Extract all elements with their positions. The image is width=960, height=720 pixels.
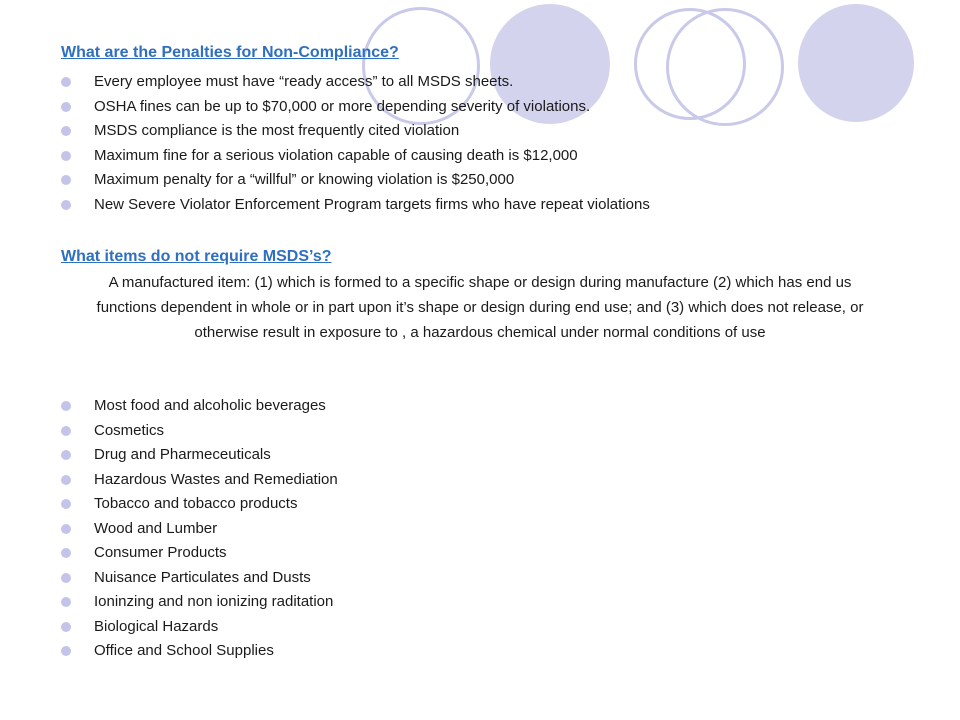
bullet-dot-icon	[61, 573, 71, 583]
decorative-circle-outline	[666, 8, 784, 126]
list-item	[58, 566, 338, 591]
bullet-dot-icon	[61, 597, 71, 607]
list-item	[58, 615, 338, 640]
list-item-text: Nuisance Particulates and Dusts	[94, 568, 311, 586]
list-item	[58, 541, 338, 566]
decorative-circle-filled	[798, 4, 914, 122]
list-item	[58, 517, 338, 542]
list-item-text: OSHA fines can be up to $70,000 or more depending severity of violations.	[94, 97, 591, 115]
list-item	[58, 443, 338, 468]
list-item	[58, 468, 338, 493]
list-item-text: Biological Hazards	[94, 617, 219, 635]
list-item-text: Tobacco and tobacco products	[94, 495, 298, 512]
bullet-dot-icon	[61, 151, 71, 161]
bullet-dot-icon	[61, 524, 71, 534]
list-item	[58, 95, 650, 120]
list-item	[58, 70, 650, 95]
bullet-dot-icon	[61, 499, 71, 509]
list-item-text: Wood and Lumber	[94, 519, 218, 537]
bullet-dot-icon	[61, 426, 71, 436]
list-item-text: Every employee must have “ready access” to all MSDS sheets.	[94, 73, 514, 90]
bullet-dot-icon	[61, 102, 71, 112]
bullet-dot-icon	[61, 200, 71, 210]
list-item-text: Ioninzing and non ionizing raditation	[94, 593, 334, 610]
list-item-text: Maximum fine for a serious violation capable of causing death is $12,000	[94, 146, 578, 164]
list-item	[58, 119, 650, 144]
list-item	[58, 492, 338, 517]
list-item-text: Cosmetics	[94, 421, 165, 439]
list-item-text: Consumer Products	[94, 544, 227, 561]
bullet-dot-icon	[61, 622, 71, 632]
list-item-text: Hazardous Wastes and Remediation	[94, 470, 338, 488]
list-item-text: Drug and Pharmeceuticals	[94, 446, 271, 463]
list-item-text: Most food and alcoholic beverages	[94, 397, 326, 414]
list-item-text: New Severe Violator Enforcement Program targets firms who have repeat violations	[94, 195, 650, 213]
bullet-dot-icon	[61, 126, 71, 136]
list-item	[58, 193, 650, 218]
bullet-dot-icon	[61, 175, 71, 185]
bullet-dot-icon	[61, 77, 71, 87]
list-item-text: Maximum penalty for a “willful” or knowing violation is $250,000	[94, 171, 515, 188]
exemptions-heading-link[interactable]: What items do not require MSDS’s?	[61, 248, 332, 265]
list-item	[58, 639, 338, 664]
list-item	[58, 394, 338, 419]
list-item	[58, 168, 650, 193]
manufactured-item-definition: A manufactured item: (1) which is formed to a specific shape or design during manufacture (2) which has end us functions dependent in whole or in part upon it’s shape or design during end use; and (3) which does not release, or otherwise result in exposure to , a hazardous chemical under normal conditions of use	[96, 274, 864, 341]
bullet-dot-icon	[61, 401, 71, 411]
penalties-heading-link[interactable]: What are the Penalties for Non-Compliance?	[61, 44, 399, 61]
exempt-items-list	[58, 394, 338, 664]
bullet-dot-icon	[61, 646, 71, 656]
bullet-dot-icon	[61, 475, 71, 485]
penalties-list	[58, 70, 650, 217]
list-item	[58, 590, 338, 615]
bullet-dot-icon	[61, 450, 71, 460]
bullet-dot-icon	[61, 548, 71, 558]
list-item	[58, 144, 650, 169]
list-item	[58, 419, 338, 444]
list-item-text: Office and School Supplies	[94, 642, 274, 659]
list-item-text: MSDS compliance is the most frequently cited violation	[94, 122, 460, 139]
